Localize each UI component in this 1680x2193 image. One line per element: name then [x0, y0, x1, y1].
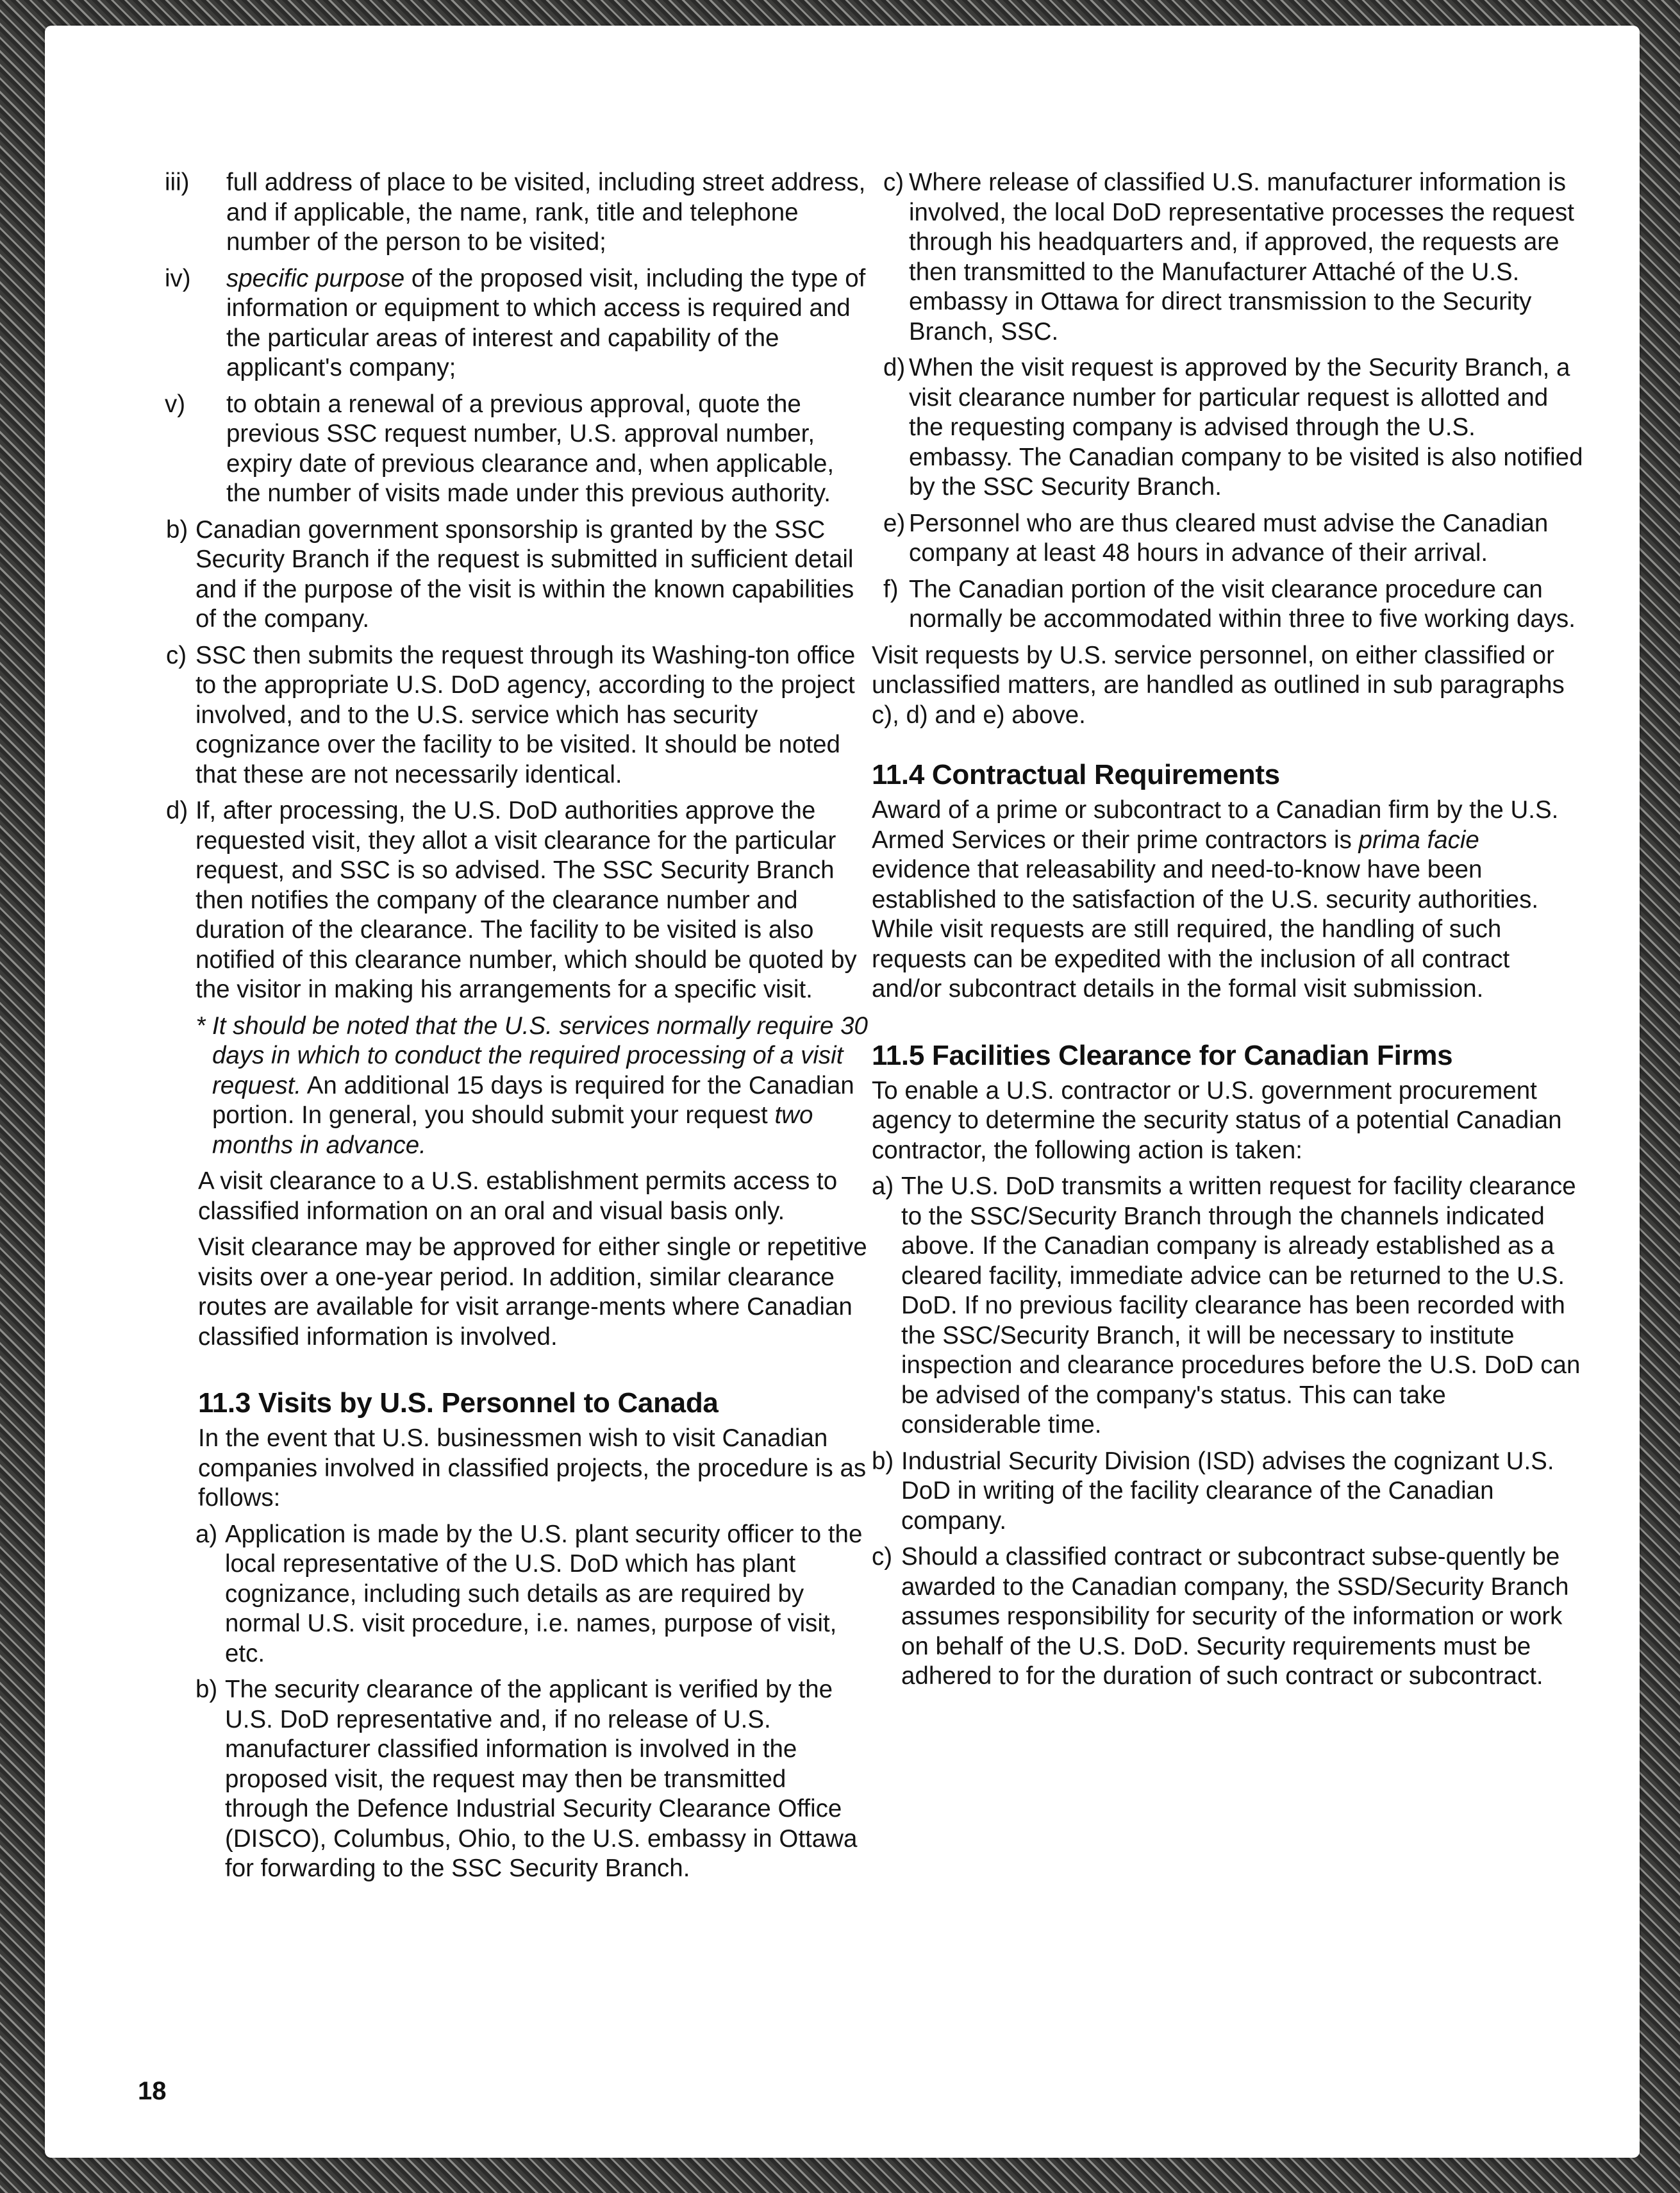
list-item-11-3-d	[872, 353, 1583, 503]
list-label: c)	[166, 641, 187, 669]
footnote-star: *	[197, 1012, 206, 1040]
footnote-italic-end: two months in advance.	[212, 1101, 813, 1159]
paragraph-11-4-text-b: evidence that releasability and need-to-know have been established to the satisfaction of the U.S. security authorities. While visit requests are still required, the handling of such requests can be expedited with the inclusion of all contract and/or subcontract details in the formal visit submission.	[872, 856, 1539, 1003]
list-item-11-3-e	[872, 509, 1583, 569]
list-label: e)	[883, 509, 906, 537]
paragraph-11-4-text-a: Award of a prime or subcontract to a Canadian firm by the U.S. Armed Services or their prime contractors is	[872, 796, 1559, 854]
list-item-11-5-a	[872, 1172, 1583, 1440]
page-number: 18	[138, 2077, 167, 2105]
list-label: b)	[195, 1676, 218, 1703]
paragraph-visit-clearance: A visit clearance to a U.S. establishment permits access to classified information on an oral and visual basis only.	[198, 1167, 838, 1225]
list-label: iv)	[165, 264, 191, 292]
footnote-italic: It should be noted that the U.S. services normally require 30 days in which to conduct the required processing of a visit request.	[212, 1012, 868, 1099]
right-column	[872, 168, 1583, 1698]
list-item-11-3-f	[872, 575, 1583, 635]
list-text: full address of place to be visited, including street address, and if applicable, the name, rank, title and telephone number of the person to be visited;	[226, 169, 866, 256]
list-item-11-3-a	[195, 1520, 875, 1669]
paragraph-service-personnel: Visit requests by U.S. service personnel, on either classified or unclassified matters, are handled as outlined in sub paragraphs c), d) and e) above.	[872, 641, 1565, 729]
list-label: a)	[872, 1172, 894, 1200]
heading-11-5: 11.5 Facilities Clearance for Canadian Firms	[872, 1039, 1453, 1071]
list-text: When the visit request is approved by the Security Branch, a visit clearance number for particular request is allotted and the requesting company is advised through the U.S. embassy. The Canadian company to be visited is also notified by the SSC Security Branch.	[909, 354, 1583, 501]
footnote-text: An additional 15 days is required for the Canadian portion. In general, you should submit your request	[212, 1071, 854, 1129]
list-item-11-3-b	[195, 1675, 875, 1884]
list-label: c)	[872, 1543, 893, 1571]
list-item-11-5-c	[872, 1542, 1583, 1692]
list-text: Personnel who are thus cleared must advise the Canadian company at least 48 hours in advance of their arrival.	[909, 509, 1549, 567]
list-item-11-5-b	[872, 1447, 1583, 1537]
list-item-iv	[151, 264, 875, 383]
list-item-11-3-c	[872, 168, 1583, 347]
paragraph-11-4	[872, 796, 1583, 1005]
paragraph-11-5-intro: To enable a U.S. contractor or U.S. government procurement agency to determine the security status of a potential Canadian contractor, the following action is taken:	[872, 1076, 1562, 1164]
list-text: Where release of classified U.S. manufacturer information is involved, the local DoD representative processes the request through his headquarters and, if approved, the requests are then transmitted to the Manufacturer Attaché of the U.S. embassy in Ottawa for direct transmission to the Security Branch, SSC.	[909, 169, 1574, 346]
list-item-d	[151, 796, 875, 1005]
list-text: of the proposed visit, including the type of information or equipment to which access is required and the particular areas of interest and capability of the applicant's company;	[226, 264, 866, 381]
list-text: If, after processing, the U.S. DoD authorities approve the requested visit, they allot a visit clearance for the particular request, and SSC is so advised. The SSC Security Branch then notifies the company of the clearance number and duration of the clearance. The facility to be visited is also notified of this clearance number, which should be quoted by the visitor in making his arrangements for a specific visit.	[195, 797, 857, 1003]
paragraph-11-3-intro: In the event that U.S. businessmen wish to visit Canadian companies involved in classified projects, the procedure is as follows:	[198, 1424, 867, 1512]
list-item-c	[151, 641, 875, 790]
list-text: Canadian government sponsorship is granted by the SSC Security Branch if the request is submitted in sufficient detail and if the purpose of the visit is within the known capabilities of the company.	[195, 515, 854, 633]
list-label: f)	[883, 575, 899, 603]
paragraph-11-4-italic: prima facie	[1358, 826, 1479, 854]
list-label: iii)	[165, 169, 190, 196]
list-text: to obtain a renewal of a previous approval, quote the previous SSC request number, U.S. approval number, expiry date of previous clearance and, when applicable, the number of visits made under this previous authority.	[226, 390, 835, 507]
list-text-italic: specific purpose	[226, 264, 405, 292]
heading-11-4: 11.4 Contractual Requirements	[872, 759, 1280, 790]
list-item-b	[151, 515, 875, 635]
list-label: v)	[165, 390, 186, 418]
list-label: a)	[195, 1520, 218, 1548]
list-text: Application is made by the U.S. plant security officer to the local representative of the U.S. DoD which has plant cognizance, including such details as are required by normal U.S. visit procedure, i.e. names, purpose of visit, etc.	[225, 1520, 863, 1667]
list-text: Industrial Security Division (ISD) advises the cognizant U.S. DoD in writing of the facility clearance of the Canadian company.	[901, 1447, 1554, 1535]
list-text: The U.S. DoD transmits a written request for facility clearance to the SSC/Security Branch through the channels indicated above. If the Canadian company is already established as a cleared facility, immediate advice can be returned to the U.S. DoD. If no previous facility clearance has been recorded with the SSC/Security Branch, it will be necessary to institute inspection and clearance procedures before the U.S. DoD can be advised of the company's status. This can take considerable time.	[901, 1172, 1581, 1438]
list-item-v	[151, 390, 875, 509]
list-label: c)	[883, 169, 904, 196]
list-label: d)	[166, 797, 188, 824]
document-page	[45, 26, 1640, 2158]
heading-11-3: 11.3 Visits by U.S. Personnel to Canada	[198, 1387, 719, 1419]
list-text: The Canadian portion of the visit clearance procedure can normally be accommodated within three to five working days.	[909, 575, 1576, 633]
left-column	[151, 168, 875, 1890]
list-text: The security clearance of the applicant is verified by the U.S. DoD representative and, if no release of U.S. manufacturer classified information is involved in the proposed visit, the request may then be transmitted through the Defence Industrial Security Clearance Office (DISCO), Columbus, Ohio, to the U.S. embassy in Ottawa for forwarding to the SSC Security Branch.	[225, 1676, 858, 1882]
list-item-iii	[151, 168, 875, 258]
list-label: d)	[883, 354, 906, 381]
list-text: Should a classified contract or subcontract subse-quently be awarded to the Canadian company, the SSD/Security Branch assumes responsibility for security of the information or work on behalf of the U.S. DoD. Security requirements must be adhered to for the duration of such contract or subcontract.	[901, 1543, 1569, 1690]
list-label: b)	[166, 515, 188, 544]
paragraph-visit-approval: Visit clearance may be approved for either single or repetitive visits over a one-year period. In addition, similar clearance routes are available for visit arrange-ments where Canadian classified information is involved.	[198, 1233, 867, 1351]
footnote-paragraph	[151, 1012, 875, 1161]
list-text: SSC then submits the request through its Washing-ton office to the appropriate U.S. DoD agency, according to the project involved, and to the U.S. service which has security cognizance over the facility to be visited. It should be noted that these are not necessarily identical.	[195, 641, 856, 788]
list-label: b)	[872, 1447, 894, 1475]
